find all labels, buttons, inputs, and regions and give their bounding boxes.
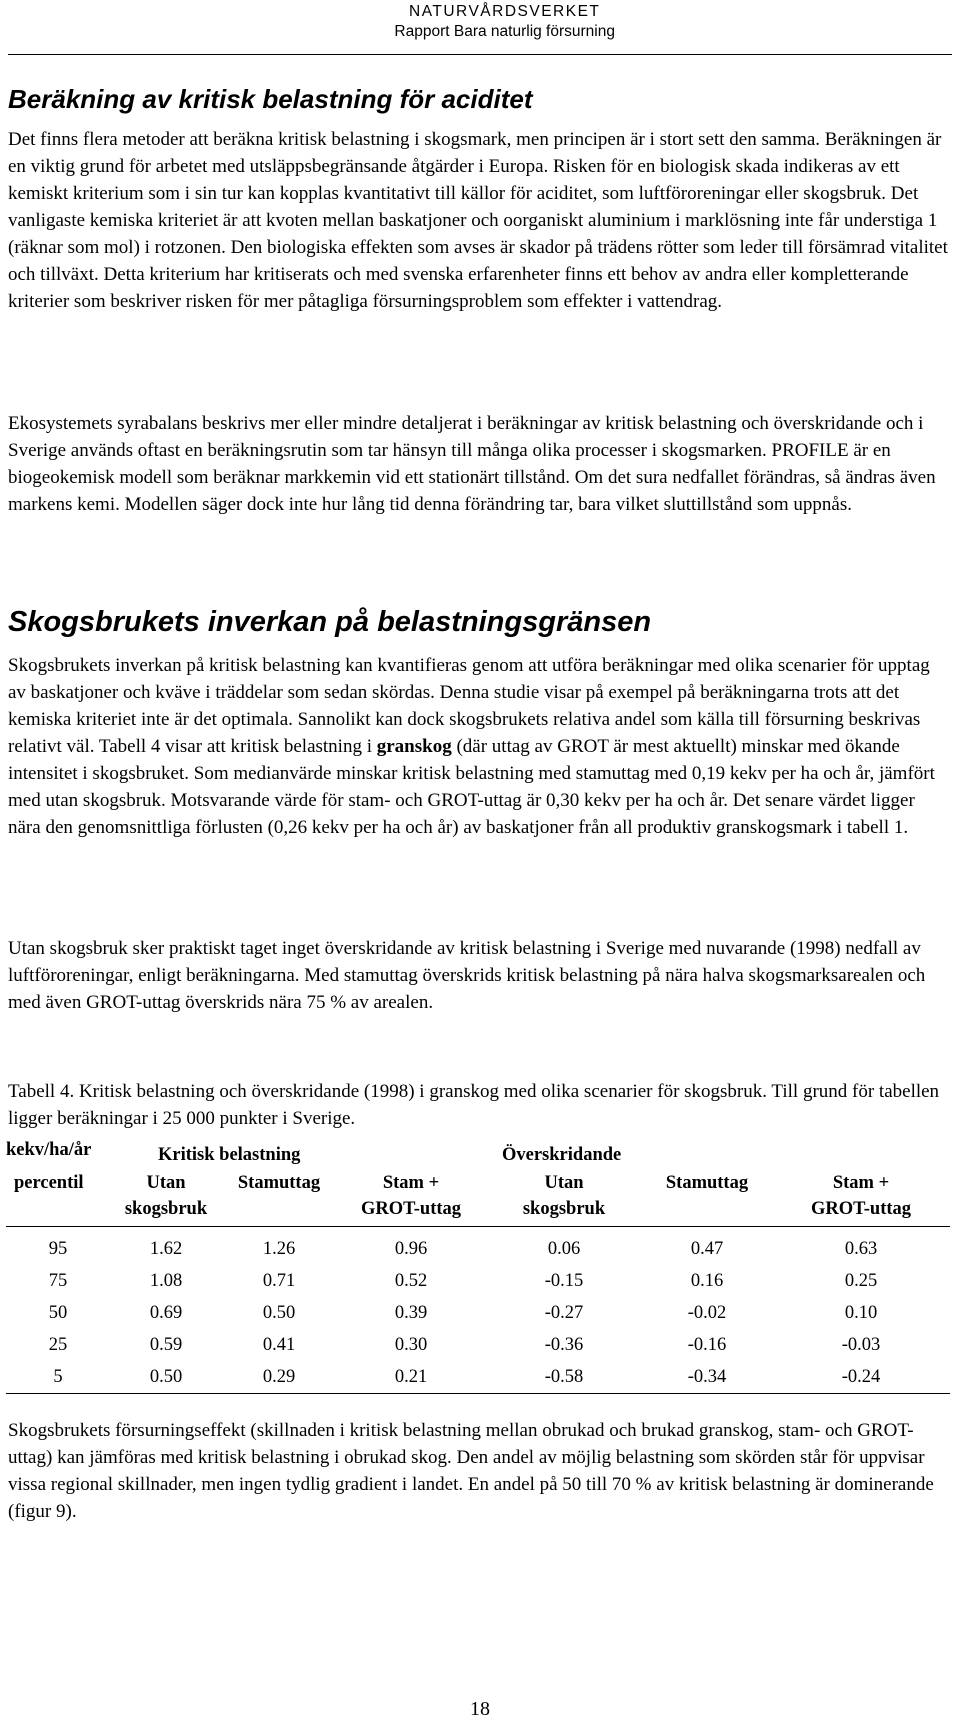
- cell-exc-stem: 0.47: [690, 1239, 724, 1259]
- paragraph-acid-balance: Ekosystemets syrabalans beskrivs mer eller mindre detaljerat i beräkningar av kritisk belastning och överskridande och i Sverige används oftast en beräkningsrutin som tar hänsyn till många olika processer i skogsmarken. PROFILE är en biogeokemisk modell som beräknar markkemin vid ett stationärt tillstånd. Om det sura nedfallet förändras, så ändras även markens kemi. Modellen säger dock inte hur lång tid denna förändring tar, bara vilket sluttillstånd som uppnås.: [8, 413, 936, 515]
- col-header-line: GROT-uttag: [810, 1199, 912, 1219]
- paragraph-exceedance: Utan skogsbruk sker praktiskt taget inget överskridande av kritisk belastning i Sverige med nuvarande (1998) nedfall av luftföroreningar, enligt beräkningarna. Med stamuttag överskrids kritisk belastning på nära halva skogsmarksarealen och med även GROT-uttag överskrids nära 75 % av arealen.: [8, 938, 926, 1013]
- cell-exc-stem-grot: 0.63: [844, 1239, 878, 1259]
- cell-kb-stem-grot: 0.30: [394, 1335, 428, 1355]
- cell-kb-stem: 0.41: [262, 1335, 296, 1355]
- cell-kb-stem: 0.71: [262, 1271, 296, 1291]
- table-caption: Tabell 4. Kritisk belastning och överskridande (1998) i granskog med olika scenarier för skogsbruk. Till grund för tabellen ligger beräkningar i 25 000 punkter i Sverige.: [8, 1081, 940, 1129]
- col-header-line: Stam +: [382, 1173, 440, 1193]
- cell-kb-stem-grot: 0.21: [336, 1361, 486, 1394]
- col-header-line: GROT-uttag: [360, 1199, 462, 1219]
- table-row: [6, 1227, 950, 1266]
- cell-kb-stem: 1.26: [262, 1239, 296, 1259]
- cell-kb-stem-grot: 0.96: [394, 1239, 428, 1259]
- col-header-line: Stam +: [832, 1173, 890, 1193]
- cell-percentile: 50: [48, 1303, 68, 1323]
- cell-exc-without: 0.06: [547, 1239, 581, 1259]
- cell-kb-stem: 0.29: [222, 1361, 336, 1394]
- table-row: [6, 1265, 950, 1297]
- header-organization: NATURVÅRDSVERKET: [409, 3, 601, 20]
- cell-exc-stem-grot: -0.03: [841, 1335, 881, 1355]
- cell-kb-stem-grot: 0.52: [394, 1271, 428, 1291]
- cell-percentile: 75: [48, 1271, 68, 1291]
- bold-term-granskog: granskog: [376, 736, 452, 757]
- heading-forestry-impact: Skogsbrukets inverkan på belastningsgränsen: [8, 606, 652, 638]
- cell-kb-stem: 0.50: [262, 1303, 296, 1323]
- cell-kb-without: 1.08: [149, 1271, 183, 1291]
- col-header-line: Stamuttag: [237, 1173, 321, 1193]
- header-rule: [8, 54, 952, 55]
- col-header-line: Utan: [146, 1173, 186, 1193]
- group-header-critical-load: Kritisk belastning: [158, 1145, 301, 1165]
- paragraph-forestry-scenarios: [8, 652, 952, 841]
- cell-percentile: 95: [48, 1239, 68, 1259]
- paragraph-text-end: (där uttag av GROT är mest aktuellt) minskar med ökande intensitet i skogsbruket. Som medianvärde minskar kritisk belastning med stamuttag med 0,19 kekv per ha och år, jämfört med utan skogsbruk. Motsvarande värde för stam- och GROT-uttag är 0,30 kekv per ha och år. Det senare värdet ligger nära den genomsnittliga förlusten (0,26 kekv per ha och år) av baskatjoner från all produktiv granskogsmark i tabell 1.: [8, 736, 935, 838]
- cell-exc-stem: -0.16: [687, 1335, 727, 1355]
- cell-kb-without: 0.69: [149, 1303, 183, 1323]
- running-header: [394, 2, 615, 42]
- table-row: [6, 1361, 950, 1394]
- col-header-without-forestry: [110, 1170, 222, 1227]
- table-column-header-row: [6, 1170, 950, 1227]
- cell-exc-stem-grot: 0.25: [844, 1271, 878, 1291]
- col-header-line: skogsbruk: [522, 1199, 606, 1219]
- cell-exc-without: -0.15: [544, 1271, 584, 1291]
- paragraph-text-start: Skogsbrukets inverkan på kritisk belastning kan kvantifieras genom att utföra beräkningar med olika scenarier för upptag av baskatjoner och kväve i träddelar som sedan skördas. Denna studie visar på exempel på beräkningarna trots att det kemiska kriteriet inte är det optimala. Sannolikt kan dock skogsbrukets relativa andel som källa till försurning beskrivas relativt väl. Tabell 4 visar att kritisk belastning i: [8, 655, 930, 757]
- cell-kb-stem-grot: 0.39: [394, 1303, 428, 1323]
- cell-kb-without: 0.50: [110, 1361, 222, 1394]
- cell-exc-without: -0.36: [544, 1335, 584, 1355]
- cell-exc-stem-grot: -0.24: [772, 1361, 950, 1394]
- col-header-line: Stamuttag: [665, 1173, 749, 1193]
- header-report-title: Rapport Bara naturlig försurning: [394, 23, 615, 40]
- col-header-stem-harvest: [642, 1170, 772, 1227]
- critical-load-table: [6, 1140, 950, 1394]
- cell-percentile: 25: [48, 1335, 68, 1355]
- cell-exc-without: -0.27: [544, 1303, 584, 1323]
- paragraph-acidification-effect: Skogsbrukets försurningseffekt (skillnaden i kritisk belastning mellan obrukad och brukad granskog, stam- och GROT-uttag) kan jämföras med kritisk belastning i obrukad skog. Den andel av möjlig belastning som skörden står för uppvisar vissa regional skillnader, men ingen tydlig gradient i landet. En andel på 50 till 70 % av kritisk belastning är dominerande (figur 9).: [8, 1420, 934, 1522]
- percentile-header: percentil: [6, 1170, 110, 1227]
- col-header-line: skogsbruk: [124, 1199, 208, 1219]
- cell-exc-without: -0.58: [486, 1361, 642, 1394]
- cell-exc-stem: -0.34: [642, 1361, 772, 1394]
- col-header-stem-grot: [772, 1170, 950, 1227]
- col-header-line: Utan: [544, 1173, 584, 1193]
- table-row: [6, 1329, 950, 1361]
- page-number: 18: [470, 1698, 490, 1720]
- unit-header: kekv/ha/år: [6, 1140, 92, 1160]
- cell-kb-without: 1.62: [149, 1239, 183, 1259]
- cell-percentile: 5: [6, 1361, 110, 1394]
- col-header-without-forestry: [486, 1170, 642, 1227]
- cell-exc-stem: -0.02: [687, 1303, 727, 1323]
- cell-kb-without: 0.59: [149, 1335, 183, 1355]
- paragraph-calculation-methods: Det finns flera metoder att beräkna kritisk belastning i skogsmark, men principen är i stort sett den samma. Beräkningen är en viktig grund för arbetet med utsläppsbegränsande åtgärder i Europa. Risken för en biologisk skada indikeras av ett kemiskt kriterium som i sin tur kan kopplas kvantitativt till källor för aciditet, som luftföroreningar eller skogsbruk. Det vanligaste kemiska kriteriet är att kvoten mellan baskatjoner och oorganiskt aluminium i marklösning inte får understiga 1 (räknar som mol) i rotzonen. Den biologiska effekten som avses är skador på trädens rötter som leder till försämrad vitalitet och tillväxt. Detta kriterium har kritiserats och med svenska erfarenheter finns ett behov av andra eller kompletterande kriterier som beskriver risken för mer påtagliga försurningsproblem som effekter i vattendrag.: [8, 129, 948, 312]
- col-header-stem-harvest: [222, 1170, 336, 1227]
- table-group-header-row: [6, 1140, 950, 1170]
- col-header-stem-grot: [336, 1170, 486, 1227]
- cell-exc-stem-grot: 0.10: [844, 1303, 878, 1323]
- heading-critical-load-acidity: Beräkning av kritisk belastning för aciditet: [8, 84, 533, 114]
- group-header-exceedance: Överskridande: [502, 1145, 622, 1165]
- cell-exc-stem: 0.16: [690, 1271, 724, 1291]
- table-row: [6, 1297, 950, 1329]
